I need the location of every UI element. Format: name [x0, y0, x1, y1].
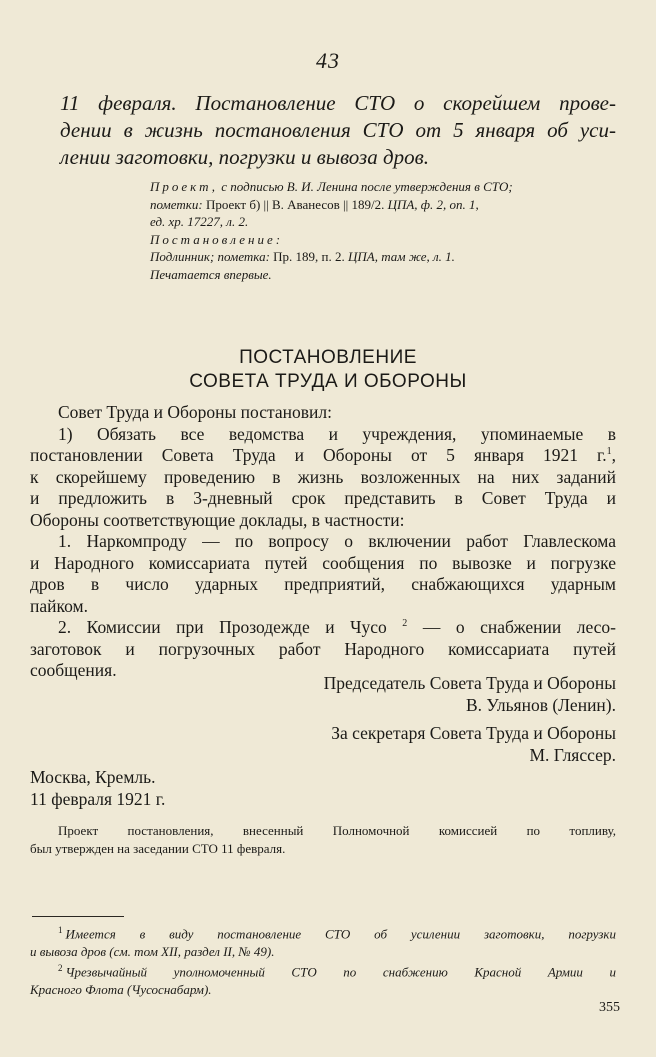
- body-text: — о снабжении лесо-: [407, 617, 617, 637]
- footnote-ref: 2: [402, 618, 408, 630]
- title-line: ПОСТАНОВЛЕНИЕ: [239, 347, 417, 368]
- body-text: постановлении Совета Труда и Обороны от 5 января 1921 г.: [30, 445, 607, 465]
- note-line: Проект постановления, внесенный Полномочной комиссией по топливу,: [58, 823, 616, 838]
- body-text: 2. Комиссии при Прозодежде и Чусо: [58, 617, 387, 637]
- source-line: Печатается впервые.: [150, 266, 272, 282]
- page-number: 355: [599, 1000, 620, 1015]
- body-line: сообщения.: [30, 660, 117, 680]
- title-line: СОВЕТА ТРУДА И ОБОРОНЫ: [189, 371, 467, 392]
- body-line: и предложить в 3-дневный срок представить в Совет Труда и: [30, 488, 616, 508]
- source-text: с подписью В. И. Ленина после утверждения в СТО;: [218, 179, 513, 194]
- footnote-line: [30, 922, 616, 943]
- source-text: ЦПА, ф. 2, оп. 1,: [384, 196, 479, 212]
- footnote: [30, 922, 616, 960]
- footnote-text: Чрезвычайный уполномоченный СТО по снабжению Красной Армии и: [65, 964, 616, 980]
- footnote: [30, 960, 616, 998]
- body-line: пайком.: [30, 595, 88, 616]
- signature-secretary: [0, 722, 616, 766]
- date: 11 февраля 1921 г.: [30, 789, 166, 809]
- body-line: 1. Наркомпроду — по вопросу о включении работ Главлескома: [58, 531, 616, 551]
- source-line: [150, 248, 620, 266]
- footnote-text: Имеется в виду постановление СТО об усилении заготовки, погрузки: [65, 926, 616, 942]
- signature-role: Председатель Совета Труда и Обороны: [323, 673, 616, 693]
- footnotes: [30, 922, 616, 999]
- body-line: к скорейшему проведению в жизнь возложенных на них заданий: [30, 466, 616, 487]
- source-label: Постановление:: [150, 231, 284, 247]
- body-line: 1) Обязать все ведомства и учреждения, упоминаемые в: [58, 423, 616, 444]
- resolution-body: [30, 402, 616, 682]
- source-text: пометки:: [150, 196, 203, 212]
- editor-note: [30, 822, 616, 858]
- body-line: постановлении Совета Труда и Обороны от 5 января 1921 г.$^1$,: [30, 445, 616, 465]
- signature-chairman: [0, 672, 616, 716]
- body-line: Совет Труда и Обороны постановил:: [58, 402, 332, 422]
- source-text: Пр. 189, п. 2.: [269, 249, 345, 264]
- source-text: Проект б) || В. Аванесов || 189/2.: [202, 196, 385, 212]
- heading-line: лении заготовки, погрузки и вывоза дров.: [60, 145, 429, 169]
- footnote-ref: 1: [606, 446, 612, 458]
- source-line: [150, 196, 620, 214]
- place: Москва, Кремль.: [30, 767, 156, 787]
- body-line: Обороны соответствующие доклады, в частности:: [30, 509, 405, 530]
- source-label: Проект,: [150, 179, 219, 194]
- note-line: был утвержден на заседании СТО 11 февраля.: [30, 841, 286, 856]
- resolution-title: [0, 346, 656, 394]
- heading-line: дении в жизнь постановления СТО от 5 января об уси-: [60, 118, 616, 142]
- footnote-divider: [32, 916, 124, 917]
- document-heading: [60, 90, 616, 171]
- document-number: 43: [316, 48, 340, 73]
- archival-source-note: [150, 178, 620, 283]
- body-line: и Народного комиссариата путей сообщения по вывозке и погрузке: [30, 552, 616, 573]
- body-line: заготовок и погрузочных работ Народного комиссариата путей: [30, 638, 616, 659]
- footnote-line: [30, 960, 616, 981]
- source-text: Подлинник; пометка:: [150, 249, 270, 264]
- body-line: [30, 617, 616, 639]
- footnote-mark: 1: [58, 925, 63, 935]
- source-text: ЦПА, там же, л. 1.: [344, 249, 455, 264]
- source-line: ед. хр. 17227, л. 2.: [150, 214, 249, 229]
- footnote-line: и вывоза дров (см. том XII, раздел II, № 49).: [30, 943, 275, 959]
- body-line: дров в число ударных предприятий, снабжающихся ударным: [30, 574, 616, 594]
- footnote-mark: 2: [58, 963, 63, 974]
- place-and-date: [30, 766, 165, 810]
- heading-line: 11 февраля. Постановление СТО о скорейшем прове-: [60, 91, 616, 115]
- signature-name: М. Гляссер.: [529, 745, 616, 765]
- signature-name: В. Ульянов (Ленин).: [466, 695, 616, 715]
- signature-role: За секретаря Совета Труда и Обороны: [331, 723, 616, 743]
- footnote-line: Красного Флота (Чусоснабарм).: [30, 982, 212, 998]
- source-line: [150, 178, 620, 196]
